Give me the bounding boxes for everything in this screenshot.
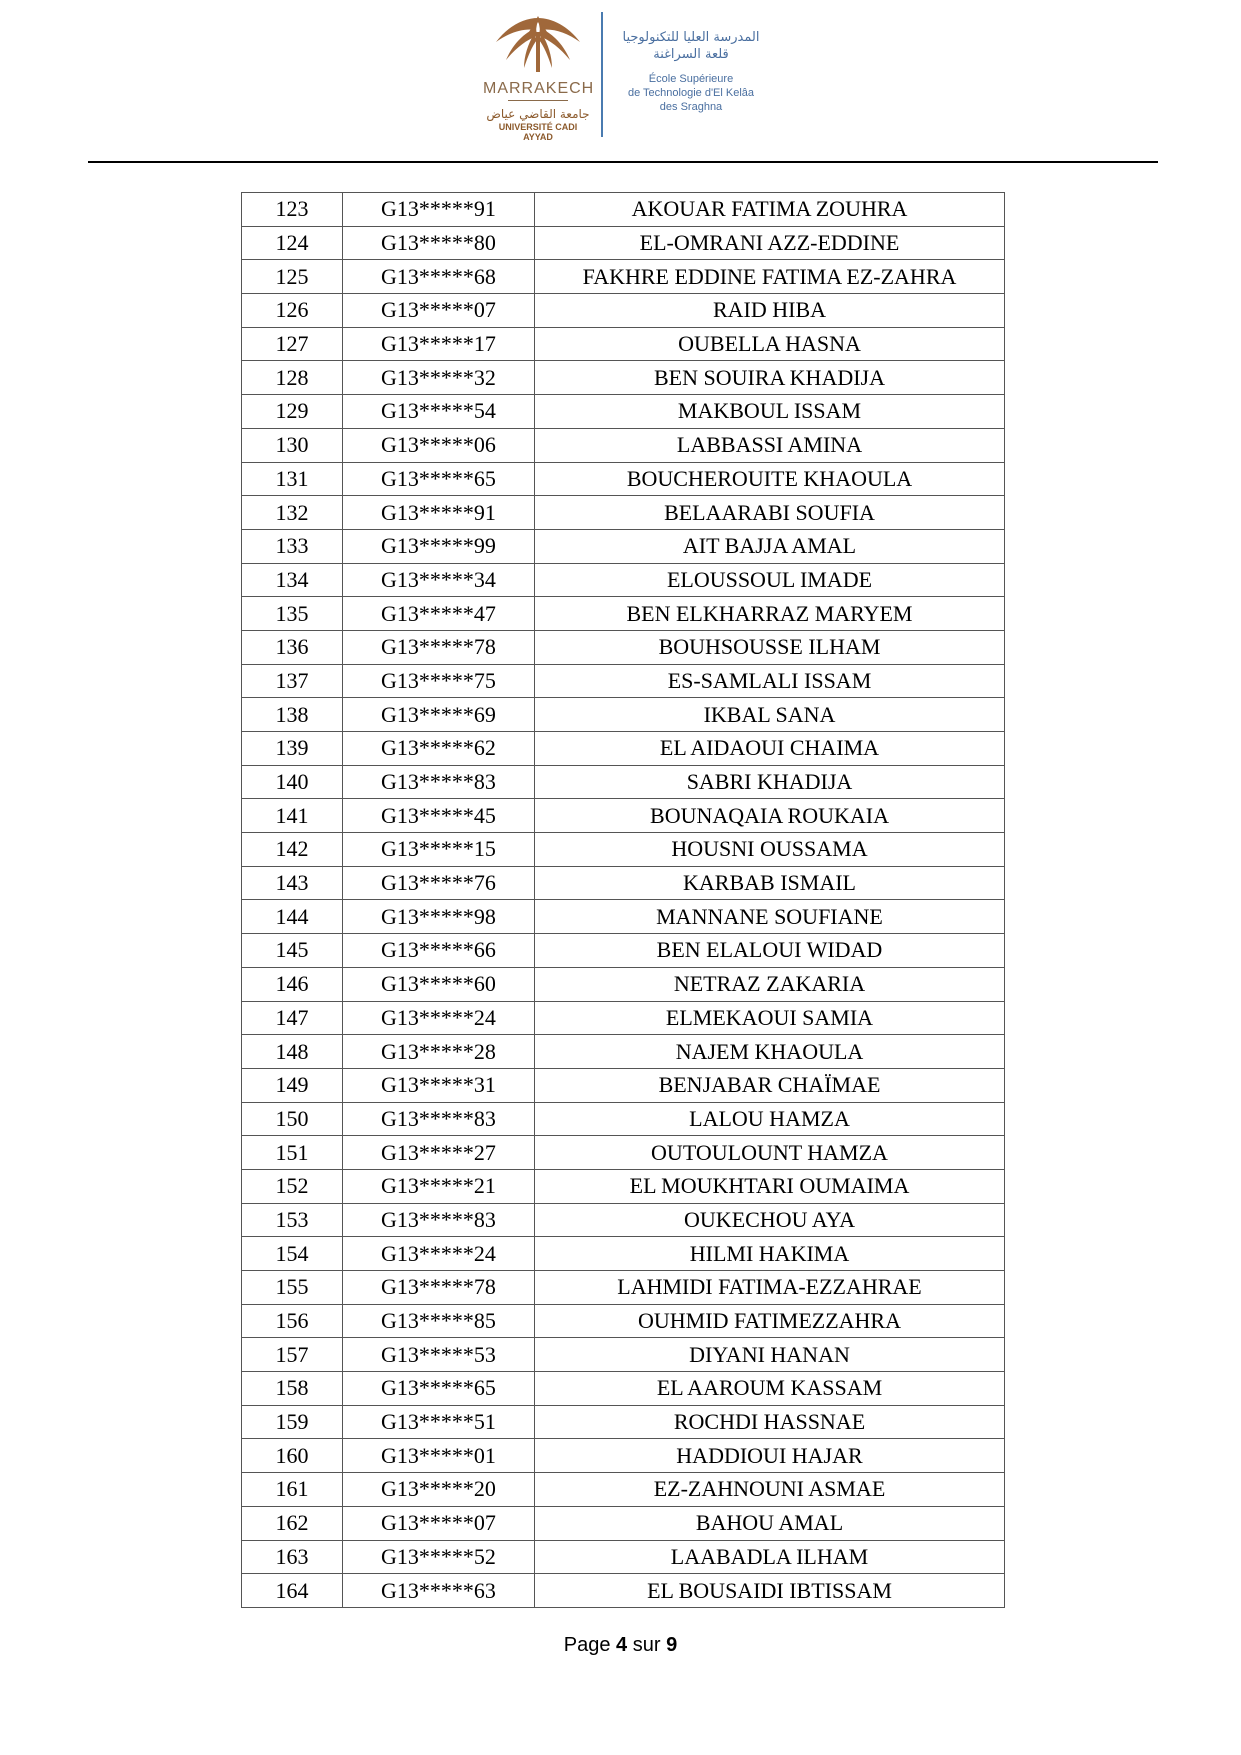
row-number-cell: 163 [242, 1540, 343, 1574]
student-name-cell: BELAARABI SOUFIA [535, 496, 1005, 530]
student-name-cell: HILMI HAKIMA [535, 1237, 1005, 1271]
row-number-cell: 145 [242, 934, 343, 968]
student-id-cell: G13*****66 [343, 934, 535, 968]
table-row [242, 967, 1005, 1001]
student-name-cell: KARBAB ISMAIL [535, 866, 1005, 900]
student-name-cell: LAHMIDI FATIMA-EZZAHRAE [535, 1271, 1005, 1305]
logo-underline [508, 100, 568, 101]
student-id-cell: G13*****31 [343, 1068, 535, 1102]
student-name-cell: ROCHDI HASSNAE [535, 1405, 1005, 1439]
table-row [242, 496, 1005, 530]
school-name-fr-line2: de Technologie d'El Kelâa [627, 87, 755, 99]
row-number-cell: 156 [242, 1304, 343, 1338]
student-id-cell: G13*****63 [343, 1574, 535, 1608]
row-number-cell: 138 [242, 698, 343, 732]
student-id-cell: G13*****65 [343, 462, 535, 496]
row-number-cell: 162 [242, 1506, 343, 1540]
student-name-cell: BENJABAR CHAÏMAE [535, 1068, 1005, 1102]
page-footer [0, 1634, 1241, 1657]
row-number-cell: 132 [242, 496, 343, 530]
student-id-cell: G13*****78 [343, 630, 535, 664]
student-id-cell: G13*****21 [343, 1169, 535, 1203]
student-name-cell: IKBAL SANA [535, 698, 1005, 732]
table-row [242, 866, 1005, 900]
row-number-cell: 131 [242, 462, 343, 496]
table-row [242, 1169, 1005, 1203]
student-name-cell: EL-OMRANI AZZ-EDDINE [535, 226, 1005, 260]
table-row [242, 294, 1005, 328]
student-name-cell: SABRI KHADIJA [535, 765, 1005, 799]
row-number-cell: 150 [242, 1102, 343, 1136]
table-row [242, 765, 1005, 799]
student-name-cell: MAKBOUL ISSAM [535, 395, 1005, 429]
row-number-cell: 128 [242, 361, 343, 395]
student-name-cell: EL AIDAOUI CHAIMA [535, 732, 1005, 766]
student-name-cell: HOUSNI OUSSAMA [535, 833, 1005, 867]
row-number-cell: 146 [242, 967, 343, 1001]
row-number-cell: 158 [242, 1372, 343, 1406]
student-name-cell: BAHOU AMAL [535, 1506, 1005, 1540]
student-name-cell: OUKECHOU AYA [535, 1203, 1005, 1237]
student-id-cell: G13*****07 [343, 294, 535, 328]
student-name-cell: MANNANE SOUFIANE [535, 900, 1005, 934]
student-id-cell: G13*****52 [343, 1540, 535, 1574]
student-name-cell: LABBASSI AMINA [535, 428, 1005, 462]
student-name-cell: EL BOUSAIDI IBTISSAM [535, 1574, 1005, 1608]
table-row [242, 732, 1005, 766]
student-name-cell: BOUCHEROUITE KHAOULA [535, 462, 1005, 496]
student-id-cell: G13*****91 [343, 193, 535, 227]
row-number-cell: 127 [242, 327, 343, 361]
student-id-cell: G13*****51 [343, 1405, 535, 1439]
table-row [242, 1136, 1005, 1170]
table-row [242, 698, 1005, 732]
row-number-cell: 147 [242, 1001, 343, 1035]
table-row [242, 1574, 1005, 1608]
table-row [242, 361, 1005, 395]
student-name-cell: AIT BAJJA AMAL [535, 529, 1005, 563]
student-name-cell: BOUNAQAIA ROUKAIA [535, 799, 1005, 833]
student-id-cell: G13*****17 [343, 327, 535, 361]
table-row [242, 597, 1005, 631]
city-name: MARRAKECH [483, 80, 595, 97]
student-name-cell: ES-SAMLALI ISSAM [535, 664, 1005, 698]
school-name-fr-line3: des Sraghna [659, 101, 723, 113]
student-id-cell: G13*****47 [343, 597, 535, 631]
student-id-cell: G13*****80 [343, 226, 535, 260]
table-row [242, 193, 1005, 227]
student-id-cell: G13*****60 [343, 967, 535, 1001]
row-number-cell: 136 [242, 630, 343, 664]
table-row [242, 1540, 1005, 1574]
student-id-cell: G13*****83 [343, 1203, 535, 1237]
student-name-cell: OUTOULOUNT HAMZA [535, 1136, 1005, 1170]
student-name-cell: AKOUAR FATIMA ZOUHRA [535, 193, 1005, 227]
table-row [242, 1102, 1005, 1136]
table-row [242, 327, 1005, 361]
student-id-cell: G13*****69 [343, 698, 535, 732]
table-row [242, 1304, 1005, 1338]
school-name-fr [606, 72, 776, 114]
table-row [242, 1237, 1005, 1271]
table-row [242, 1473, 1005, 1507]
student-name-cell: BEN SOUIRA KHADIJA [535, 361, 1005, 395]
table-row [242, 1506, 1005, 1540]
table-row [242, 1035, 1005, 1069]
student-name-cell: EL MOUKHTARI OUMAIMA [535, 1169, 1005, 1203]
table-row [242, 1001, 1005, 1035]
student-name-cell: EL AAROUM KASSAM [535, 1372, 1005, 1406]
row-number-cell: 125 [242, 260, 343, 294]
total-pages-number: 9 [666, 1634, 678, 1656]
header-rule [88, 161, 1158, 163]
table-row [242, 799, 1005, 833]
student-name-cell: ELOUSSOUL IMADE [535, 563, 1005, 597]
row-number-cell: 124 [242, 226, 343, 260]
row-number-cell: 137 [242, 664, 343, 698]
row-number-cell: 159 [242, 1405, 343, 1439]
student-name-cell: LALOU HAMZA [535, 1102, 1005, 1136]
table-row [242, 900, 1005, 934]
page-separator: sur [632, 1634, 661, 1656]
table-row [242, 664, 1005, 698]
student-name-cell: NETRAZ ZAKARIA [535, 967, 1005, 1001]
row-number-cell: 144 [242, 900, 343, 934]
row-number-cell: 134 [242, 563, 343, 597]
table-row [242, 1068, 1005, 1102]
student-list-body [242, 193, 1005, 1608]
student-id-cell: G13*****83 [343, 765, 535, 799]
row-number-cell: 160 [242, 1439, 343, 1473]
student-name-cell: OUHMID FATIMEZZAHRA [535, 1304, 1005, 1338]
row-number-cell: 142 [242, 833, 343, 867]
row-number-cell: 153 [242, 1203, 343, 1237]
student-id-cell: G13*****15 [343, 833, 535, 867]
row-number-cell: 151 [242, 1136, 343, 1170]
university-name-ar: جامعة القاضي عياض [486, 107, 590, 121]
logo-divider [601, 12, 603, 137]
student-id-cell: G13*****99 [343, 529, 535, 563]
student-id-cell: G13*****24 [343, 1001, 535, 1035]
student-id-cell: G13*****01 [343, 1439, 535, 1473]
table-row [242, 428, 1005, 462]
row-number-cell: 140 [242, 765, 343, 799]
student-id-cell: G13*****65 [343, 1372, 535, 1406]
student-id-cell: G13*****06 [343, 428, 535, 462]
student-id-cell: G13*****91 [343, 496, 535, 530]
table-row [242, 1405, 1005, 1439]
row-number-cell: 135 [242, 597, 343, 631]
table-row [242, 1203, 1005, 1237]
student-id-cell: G13*****27 [343, 1136, 535, 1170]
student-id-cell: G13*****24 [343, 1237, 535, 1271]
student-id-cell: G13*****07 [343, 1506, 535, 1540]
current-page-number: 4 [616, 1634, 628, 1656]
row-number-cell: 155 [242, 1271, 343, 1305]
row-number-cell: 133 [242, 529, 343, 563]
table-row [242, 529, 1005, 563]
student-id-cell: G13*****45 [343, 799, 535, 833]
table-row [242, 1439, 1005, 1473]
table-row [242, 1338, 1005, 1372]
school-name-ar-line1: المدرسة العليا للتكنولوجيا [622, 30, 760, 45]
student-id-cell: G13*****54 [343, 395, 535, 429]
page-label: Page [563, 1634, 611, 1656]
row-number-cell: 143 [242, 866, 343, 900]
table-row [242, 1372, 1005, 1406]
university-logo [483, 8, 593, 142]
row-number-cell: 164 [242, 1574, 343, 1608]
student-name-cell: DIYANI HANAN [535, 1338, 1005, 1372]
student-id-cell: G13*****20 [343, 1473, 535, 1507]
row-number-cell: 129 [242, 395, 343, 429]
student-id-cell: G13*****76 [343, 866, 535, 900]
table-row [242, 563, 1005, 597]
student-id-cell: G13*****85 [343, 1304, 535, 1338]
student-name-cell: FAKHRE EDDINE FATIMA EZ-ZAHRA [535, 260, 1005, 294]
student-id-cell: G13*****68 [343, 260, 535, 294]
student-id-cell: G13*****32 [343, 361, 535, 395]
student-name-cell: BEN ELKHARRAZ MARYEM [535, 597, 1005, 631]
table-row [242, 1271, 1005, 1305]
row-number-cell: 130 [242, 428, 343, 462]
school-name-fr-line1: École Supérieure [648, 73, 734, 85]
university-name-fr: UNIVERSITÉ CADI AYYAD [498, 122, 578, 142]
table-row [242, 226, 1005, 260]
student-name-cell: EZ-ZAHNOUNI ASMAE [535, 1473, 1005, 1507]
student-list-table [241, 192, 1005, 1608]
student-name-cell: NAJEM KHAOULA [535, 1035, 1005, 1069]
student-name-cell: OUBELLA HASNA [535, 327, 1005, 361]
table-row [242, 833, 1005, 867]
row-number-cell: 123 [242, 193, 343, 227]
table-row [242, 260, 1005, 294]
student-id-cell: G13*****98 [343, 900, 535, 934]
row-number-cell: 152 [242, 1169, 343, 1203]
row-number-cell: 157 [242, 1338, 343, 1372]
school-logo [606, 30, 776, 114]
row-number-cell: 141 [242, 799, 343, 833]
row-number-cell: 148 [242, 1035, 343, 1069]
school-name-ar-line2: قلعة السراغنة [653, 47, 729, 62]
student-name-cell: HADDIOUI HAJAR [535, 1439, 1005, 1473]
student-name-cell: BOUHSOUSSE ILHAM [535, 630, 1005, 664]
table-row [242, 395, 1005, 429]
student-id-cell: G13*****53 [343, 1338, 535, 1372]
row-number-cell: 126 [242, 294, 343, 328]
student-id-cell: G13*****83 [343, 1102, 535, 1136]
page-header [0, 0, 1241, 150]
student-id-cell: G13*****34 [343, 563, 535, 597]
student-name-cell: BEN ELALOUI WIDAD [535, 934, 1005, 968]
student-name-cell: RAID HIBA [535, 294, 1005, 328]
student-id-cell: G13*****78 [343, 1271, 535, 1305]
row-number-cell: 149 [242, 1068, 343, 1102]
table-row [242, 630, 1005, 664]
student-id-cell: G13*****62 [343, 732, 535, 766]
row-number-cell: 161 [242, 1473, 343, 1507]
row-number-cell: 154 [242, 1237, 343, 1271]
student-id-cell: G13*****28 [343, 1035, 535, 1069]
student-name-cell: ELMEKAOUI SAMIA [535, 1001, 1005, 1035]
student-name-cell: LAABADLA ILHAM [535, 1540, 1005, 1574]
palm-emblem-icon [488, 8, 588, 78]
table-row [242, 462, 1005, 496]
row-number-cell: 139 [242, 732, 343, 766]
table-row [242, 934, 1005, 968]
student-id-cell: G13*****75 [343, 664, 535, 698]
